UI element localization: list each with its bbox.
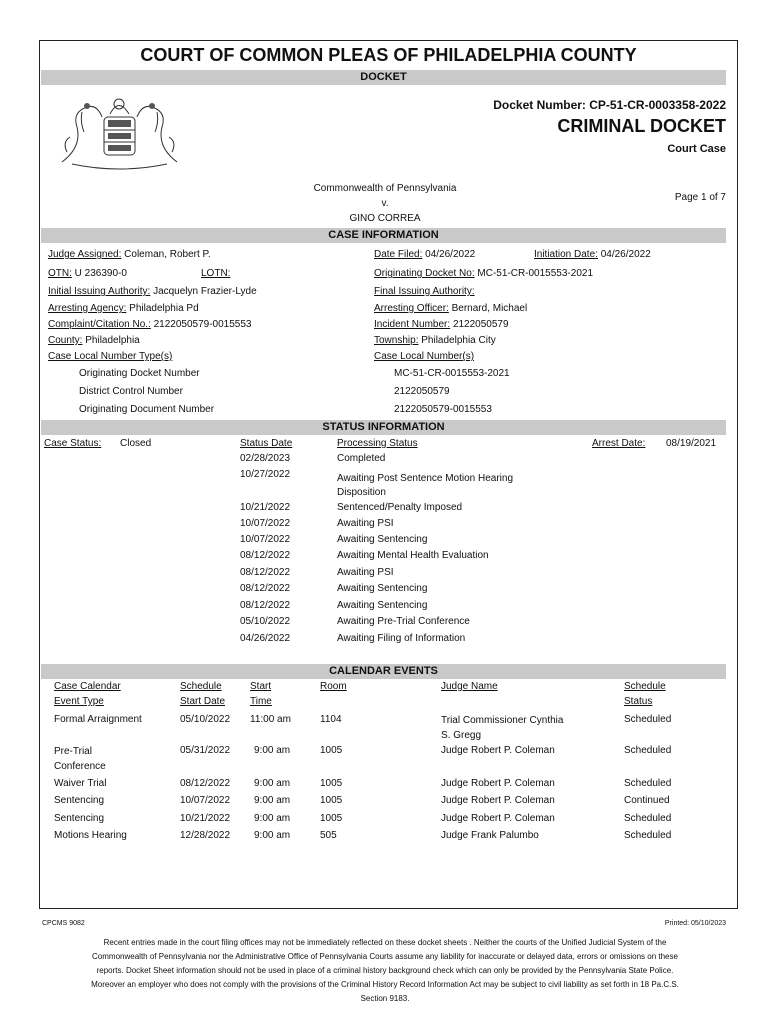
originating-docket <box>374 268 593 279</box>
status-text: Awaiting Sentencing <box>337 534 428 545</box>
otn-value: U 236390-0 <box>74 268 127 279</box>
status-row <box>0 633 770 649</box>
calendar-header-time: Start <box>250 681 272 692</box>
township <box>374 335 496 346</box>
calendar-room: 1005 <box>320 813 343 824</box>
status-text: Awaiting PSI <box>337 518 394 529</box>
arresting-officer-label: Arresting Officer: <box>374 303 449 314</box>
status-date-header: Status Date <box>240 438 293 449</box>
calendar-time: 9:00 am <box>254 830 291 841</box>
docket-number: Docket Number: CP-51-CR-0003358-2022 <box>493 98 726 112</box>
caption-versus: v. <box>381 198 389 209</box>
status-date: 08/12/2022 <box>240 567 291 578</box>
date-filed <box>374 249 475 260</box>
calendar-room: 1005 <box>320 778 343 789</box>
calendar-date: 08/12/2022 <box>180 778 231 789</box>
arrest-date-label: Arrest Date: <box>592 438 646 449</box>
final-issuing-authority-label: Final Issuing Authority: <box>374 286 475 297</box>
calendar-header-date: Start Date <box>180 696 226 707</box>
status-text: Sentenced/Penalty Imposed <box>337 502 463 513</box>
status-row <box>0 583 770 599</box>
calendar-row <box>0 813 770 829</box>
status-date: 04/26/2022 <box>240 633 291 644</box>
calendar-date: 05/10/2022 <box>180 714 231 725</box>
initial-issuing-authority-label: Initial Issuing Authority: <box>48 286 151 297</box>
status-date: 08/12/2022 <box>240 583 291 594</box>
calendar-status: Scheduled <box>624 745 672 756</box>
calendar-date: 10/07/2022 <box>180 795 231 806</box>
arresting-officer <box>374 303 527 314</box>
arresting-officer-value: Bernard, Michael <box>451 303 528 314</box>
calendar-time: 11:00 am <box>250 714 291 725</box>
status-row <box>0 600 770 616</box>
arresting-agency-value: Philadelphia Pd <box>129 303 199 314</box>
calendar-event: Motions Hearing <box>54 830 127 841</box>
township-label: Township: <box>374 335 419 346</box>
arresting-agency-label: Arresting Agency: <box>48 303 127 314</box>
initiation-date-value: 04/26/2022 <box>600 249 651 260</box>
calendar-event-continued: Conference <box>54 761 106 772</box>
status-text: Awaiting Pre-Trial Conference <box>337 616 470 627</box>
originating-docket-label: Originating Docket No: <box>374 268 475 279</box>
status-date: 02/28/2023 <box>240 453 291 464</box>
calendar-event: Sentencing <box>54 795 105 806</box>
county-label: County: <box>48 335 83 346</box>
case-local-numbers-label: Case Local Number(s) <box>374 351 475 362</box>
complaint-citation-value: 2122050579-0015553 <box>153 319 252 330</box>
calendar-room: 1005 <box>320 745 343 756</box>
local-type-item: Originating Document Number <box>79 404 215 415</box>
lotn <box>201 268 230 279</box>
status-row <box>0 567 770 583</box>
processing-status-header: Processing Status <box>337 438 418 449</box>
calendar-header-status: Status <box>624 696 653 707</box>
local-type-item: Originating Docket Number <box>79 368 200 379</box>
local-number-item: 2122050579-0015553 <box>394 404 492 415</box>
calendar-status: Continued <box>624 795 670 806</box>
incident-number-label: Incident Number: <box>374 319 451 330</box>
calendar-event: Waiver Trial <box>54 778 107 789</box>
calendar-judge: Judge Robert P. Coleman <box>441 795 555 806</box>
local-number-item: 2122050579 <box>394 386 450 397</box>
calendar-header-time: Time <box>250 696 272 707</box>
calendar-room: 505 <box>320 830 337 841</box>
status-row <box>0 453 770 469</box>
caption-defendant: GINO CORREA <box>349 213 421 224</box>
calendar-row <box>0 830 770 846</box>
status-text: Awaiting Filing of Information <box>337 633 466 644</box>
complaint-citation-label: Complaint/Citation No.: <box>48 319 151 330</box>
calendar-header-date: Schedule <box>180 681 222 692</box>
calendar-header-event: Event Type <box>54 696 104 707</box>
otn-label: OTN: <box>48 268 72 279</box>
status-row <box>0 616 770 632</box>
disclaimer-text: Recent entries made in the court filing offices may not be immediately reflected on these docket sheets . Neither the courts of the Unified Judicial System of the Commonwealth of Pennsylvania nor the Administrative Office of Pennsylvania Courts assume any liability for inaccurate or delayed data, errors or omissions on these reports. Docket Sheet information should not be used in place of a criminal history background check which can only be provided by the Pennsylvania State Police. Moreover an employer who does not comply with the provisions of the Criminal History Record Information Act may be subject to civil liability as set forth in 18 Pa.C.S. Section 9183. <box>91 938 679 1003</box>
calendar-date: 05/31/2022 <box>180 745 231 756</box>
status-row <box>0 518 770 534</box>
status-text-continued: Disposition <box>337 487 386 498</box>
otn <box>48 268 127 279</box>
status-date: 10/07/2022 <box>240 534 291 545</box>
calendar-header-judge: Judge Name <box>441 681 498 692</box>
status-text: Awaiting Sentencing <box>337 583 428 594</box>
case-information-bar: CASE INFORMATION <box>41 228 726 243</box>
form-id: CPCMS 9082 <box>42 920 85 927</box>
status-text: Completed <box>337 453 386 464</box>
status-text: Awaiting Mental Health Evaluation <box>337 550 489 561</box>
calendar-date: 10/21/2022 <box>180 813 231 824</box>
calendar-header-status: Schedule <box>624 681 666 692</box>
docket-type: CRIMINAL DOCKET <box>557 116 726 136</box>
calendar-status: Scheduled <box>624 714 672 725</box>
date-filed-value: 04/26/2022 <box>425 249 476 260</box>
calendar-judge: Judge Robert P. Coleman <box>441 745 555 756</box>
calendar-judge: Judge Robert P. Coleman <box>441 813 555 824</box>
calendar-judge: Trial Commissioner Cynthia <box>441 715 564 726</box>
court-title: COURT OF COMMON PLEAS OF PHILADELPHIA COUNTY <box>140 45 637 65</box>
calendar-event: Pre-Trial <box>54 746 92 757</box>
lotn-label: LOTN: <box>201 268 231 279</box>
calendar-row <box>0 714 770 741</box>
local-type-item: District Control Number <box>79 386 183 397</box>
calendar-status: Scheduled <box>624 778 672 789</box>
calendar-date: 12/28/2022 <box>180 830 231 841</box>
calendar-room: 1005 <box>320 795 343 806</box>
status-date: 10/27/2022 <box>240 469 291 480</box>
final-issuing-authority <box>374 286 475 297</box>
calendar-room: 1104 <box>320 714 342 725</box>
status-row <box>0 550 770 566</box>
township-value: Philadelphia City <box>421 335 496 346</box>
calendar-time: 9:00 am <box>254 795 291 806</box>
status-row <box>0 534 770 550</box>
calendar-judge-continued: S. Gregg <box>441 730 482 741</box>
printed-date: Printed: 05/10/2023 <box>664 920 726 927</box>
incident-number <box>374 319 509 330</box>
calendar-status: Scheduled <box>624 830 672 841</box>
calendar-time: 9:00 am <box>254 745 291 756</box>
calendar-row <box>0 778 770 794</box>
status-date: 10/07/2022 <box>240 518 291 529</box>
arrest-date-value: 08/19/2021 <box>666 438 717 449</box>
case-status-label: Case Status: <box>44 438 102 449</box>
status-date: 05/10/2022 <box>240 616 291 627</box>
initial-issuing-authority <box>48 286 257 297</box>
calendar-judge: Judge Robert P. Coleman <box>441 778 555 789</box>
status-text: Awaiting PSI <box>337 567 394 578</box>
calendar-event: Sentencing <box>54 813 105 824</box>
calendar-status: Scheduled <box>624 813 672 824</box>
pennsylvania-seal-image <box>52 92 187 174</box>
calendar-events-bar: CALENDAR EVENTS <box>41 664 726 679</box>
initiation-date-label: Initiation Date: <box>534 249 598 260</box>
arresting-agency <box>48 303 199 314</box>
status-date: 08/12/2022 <box>240 600 291 611</box>
calendar-time: 9:00 am <box>254 778 291 789</box>
judge-assigned <box>48 249 211 260</box>
status-row <box>0 502 770 518</box>
local-number-item: MC-51-CR-0015553-2021 <box>394 368 510 379</box>
status-text: Awaiting Post Sentence Motion Hearing <box>337 473 514 484</box>
docket-bar: DOCKET <box>41 70 726 85</box>
case-local-number-types-label: Case Local Number Type(s) <box>48 351 173 362</box>
calendar-row <box>0 745 770 772</box>
judge-assigned-label: Judge Assigned: <box>48 249 122 260</box>
status-row <box>0 469 770 498</box>
calendar-header-event: Case Calendar <box>54 681 121 692</box>
judge-assigned-value: Coleman, Robert P. <box>124 249 211 260</box>
incident-number-value: 2122050579 <box>452 319 509 330</box>
calendar-judge: Judge Frank Palumbo <box>441 830 539 841</box>
originating-docket-value: MC-51-CR-0015553-2021 <box>477 268 594 279</box>
caption-plaintiff: Commonwealth of Pennsylvania <box>313 183 457 194</box>
status-date: 10/21/2022 <box>240 502 291 513</box>
initial-issuing-authority-value: Jacquelyn Frazier-Lyde <box>153 286 257 297</box>
date-filed-label: Date Filed: <box>374 249 423 260</box>
county <box>48 335 140 346</box>
complaint-citation <box>48 319 252 330</box>
initiation-date <box>534 249 651 260</box>
status-information-bar: STATUS INFORMATION <box>41 420 726 435</box>
status-date: 08/12/2022 <box>240 550 291 561</box>
county-value: Philadelphia <box>85 335 140 346</box>
page-number: Page 1 of 7 <box>674 192 726 203</box>
calendar-row <box>0 795 770 811</box>
calendar-event: Formal Arraignment <box>54 714 142 725</box>
case-type: Court Case <box>667 143 726 155</box>
calendar-time: 9:00 am <box>254 813 291 824</box>
case-status-value: Closed <box>120 438 152 449</box>
calendar-header-room: Room <box>320 681 347 692</box>
status-text: Awaiting Sentencing <box>337 600 428 611</box>
